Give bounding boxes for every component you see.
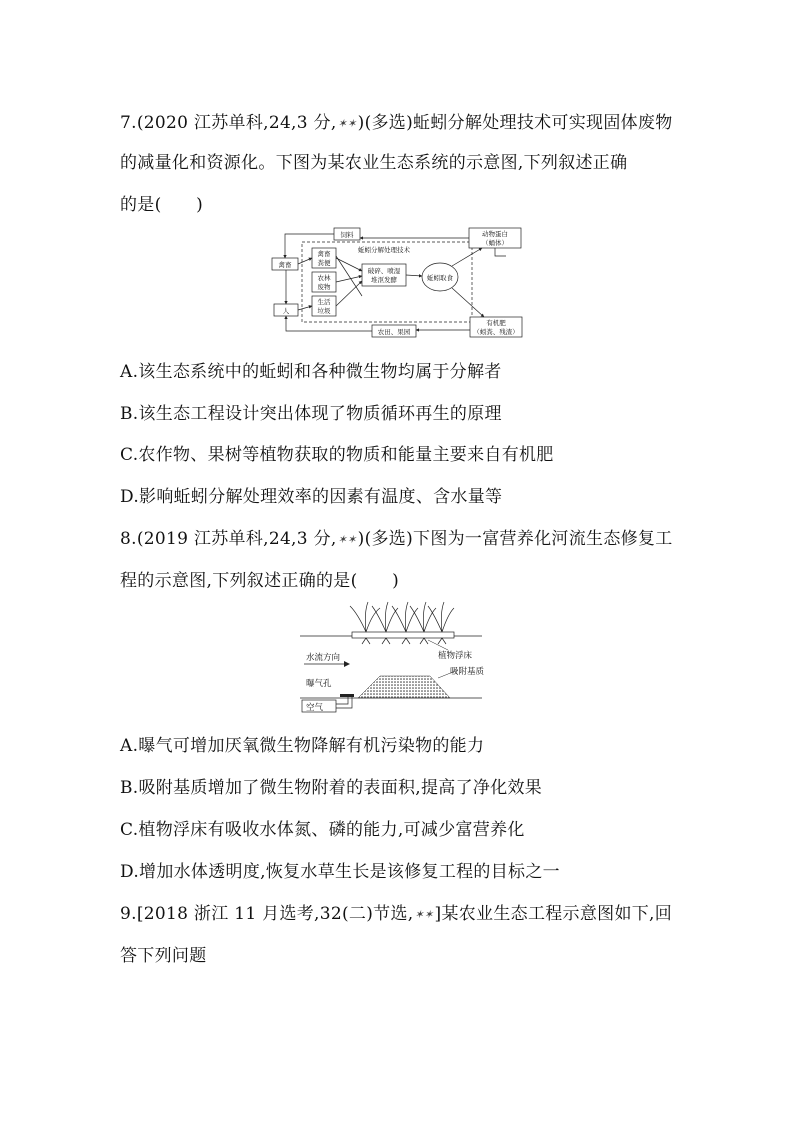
- organic-label-1: 有机肥: [486, 319, 506, 327]
- tech-title-label: 蚯蚓分解处理技术: [358, 246, 410, 254]
- process-label-2: 堆沤发酵: [371, 276, 397, 284]
- animal-protein-label: 动物蛋白: [482, 230, 508, 238]
- q8-option-c: C.植物浮床有吸收水体氮、磷的能力,可减少富营养化: [120, 820, 525, 840]
- difficulty-star-icon: ✶✶: [337, 533, 357, 546]
- animal-protein-sub: （蛹体）: [482, 239, 508, 247]
- livestock-label: 禽畜: [278, 261, 292, 269]
- plant-float-bed-label: 植物浮床: [438, 651, 473, 661]
- q7-option-c: C.农作物、果树等植物获取的物质和能量主要来自有机肥: [120, 445, 554, 465]
- worm-eat-label: 蚯蚓取食: [427, 274, 453, 282]
- q8-source: 8.(2019 江苏单科,24,3 分,: [120, 529, 337, 549]
- q7-stem-line-3: 的是( ): [120, 195, 204, 215]
- flow-direction-label: 水流方向: [306, 653, 341, 663]
- q8-option-b: B.吸附基质增加了微生物附着的表面积,提高了净化效果: [120, 778, 543, 798]
- q8-stem-text: )(多选)下图为一富营养化河流生态修复工: [357, 529, 673, 549]
- q7-option-a: A.该生态系统中的蚯蚓和各种微生物均属于分解者: [120, 362, 502, 382]
- feed-label: 饲料: [340, 231, 354, 239]
- aeration-hole-label: 曝气孔: [306, 679, 332, 689]
- q7-stem-line-1: [120, 108, 673, 133]
- process-label-1: 破碎、喷湿: [367, 267, 401, 275]
- difficulty-star-icon: ✶✶: [337, 117, 357, 130]
- farmland-label: 农田、果园: [377, 328, 411, 336]
- q8-stem-line-2: 程的示意图,下列叙述正确的是( ): [120, 571, 400, 591]
- agri-waste-label-2: 废物: [317, 283, 331, 291]
- q7-option-d: D.影响蚯蚓分解处理效率的因素有温度、含水量等: [120, 487, 503, 507]
- human-label: 人: [282, 307, 290, 315]
- q9-stem-text: ]某农业生态工程示意图如下,回: [434, 904, 673, 924]
- q7-stem-text: )(多选)蚯蚓分解处理技术可实现固体废物: [357, 113, 673, 133]
- q7-stem-line-2: 的减量化和资源化。下图为某农业生态系统的示意图,下列叙述正确: [120, 153, 628, 173]
- q7-source: 7.(2020 江苏单科,24,3 分,: [120, 113, 337, 133]
- difficulty-star-icon: ✶✶: [414, 908, 434, 921]
- q7-option-b: B.该生态工程设计突出体现了物质循环再生的原理: [120, 404, 502, 424]
- q8-option-d: D.增加水体透明度,恢复水草生长是该修复工程的目标之一: [120, 862, 560, 882]
- organic-label-2: （蚓粪、残渣）: [473, 328, 519, 336]
- q9-stem-line-2: 答下列问题: [120, 946, 207, 966]
- life-garbage-label-2: 垃圾: [317, 307, 331, 315]
- agri-waste-label-1: 农林: [317, 274, 331, 282]
- q8-stem-line-1: [120, 524, 673, 549]
- q9-source: 9.[2018 浙江 11 月选考,32(二)节选,: [120, 904, 414, 924]
- life-garbage-label-1: 生活: [317, 298, 331, 306]
- manure-label-1: 禽畜: [317, 250, 331, 258]
- agri-ecosystem-diagram: [270, 226, 528, 340]
- river-restoration-diagram: [298, 600, 484, 714]
- q9-stem-line-1: [120, 899, 672, 924]
- q8-option-a: A.曝气可增加厌氧微生物降解有机污染物的能力: [120, 736, 485, 756]
- air-label: 空气: [306, 703, 324, 713]
- adsorb-substrate-label: 吸附基质: [450, 667, 484, 677]
- manure-label-2: 粪便: [317, 259, 331, 267]
